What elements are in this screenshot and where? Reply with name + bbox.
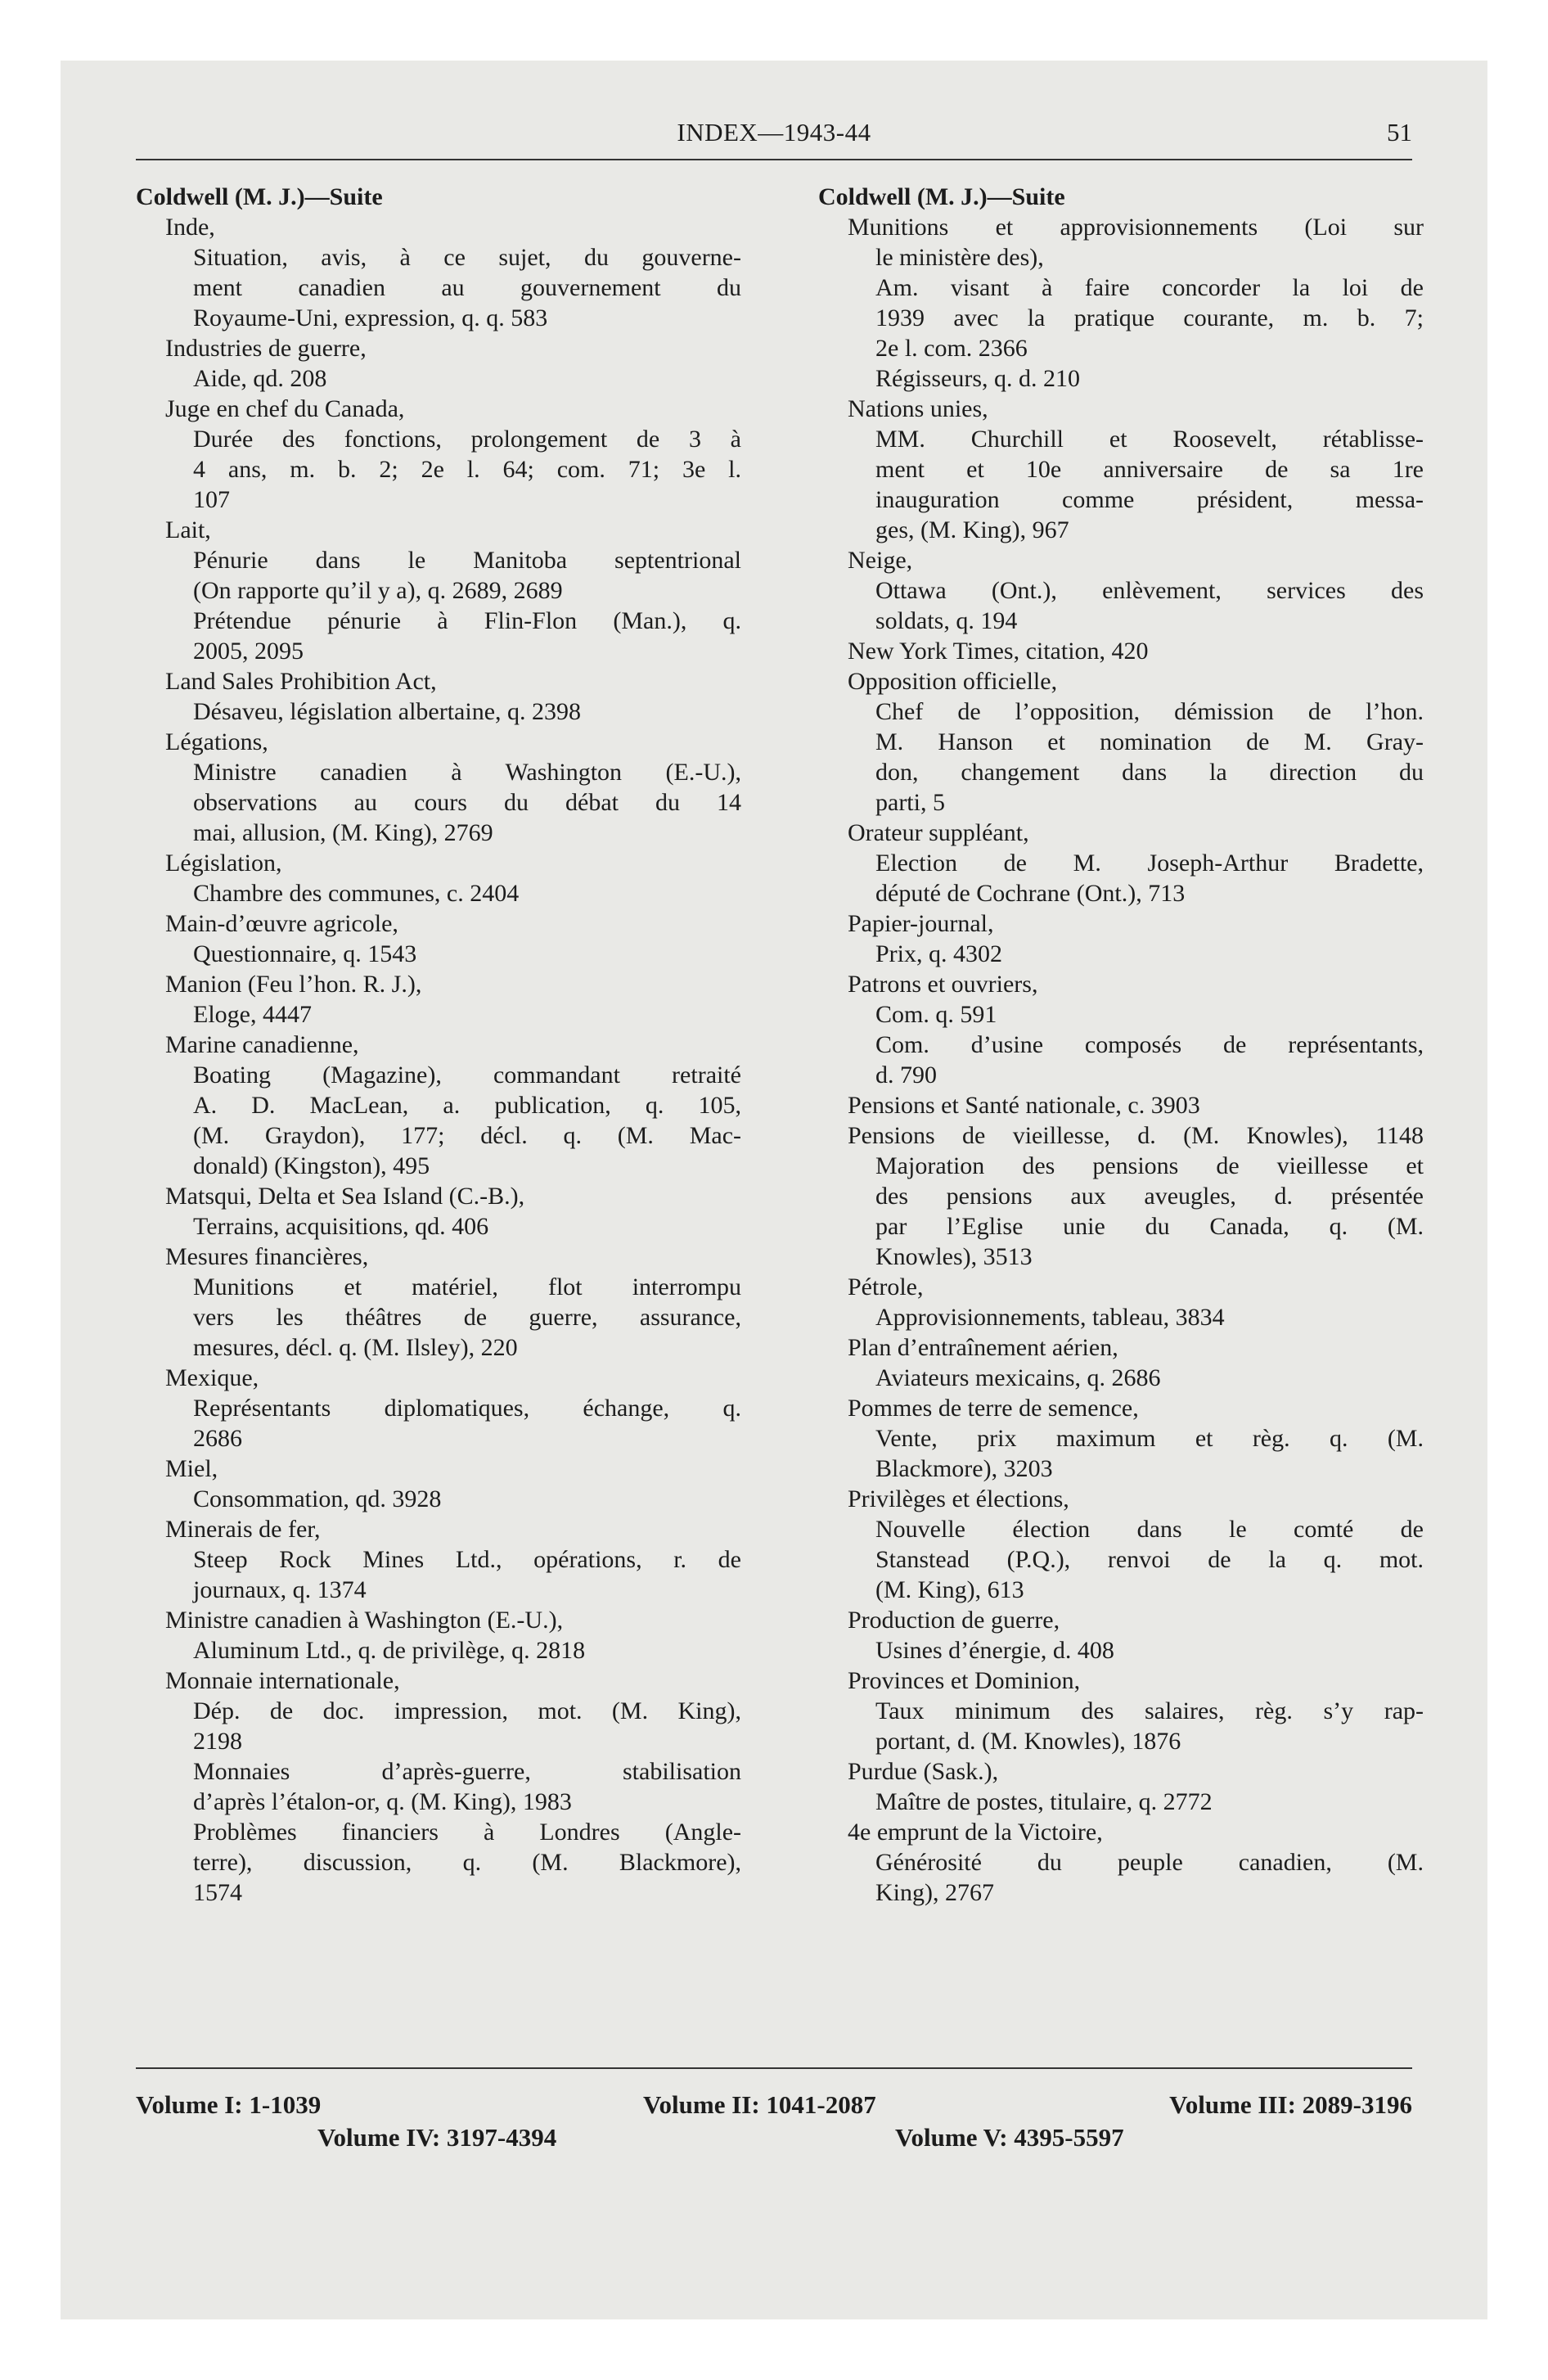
index-entry-line: Consommation, qd. 3928	[193, 1485, 442, 1512]
index-entry-line: 2e l. com. 2366	[875, 335, 1028, 362]
index-entry-line: M. Hanson et nomination de M. Gray-	[875, 728, 1424, 755]
index-entry-line: Neige,	[848, 547, 913, 574]
index-entry-line: Mexique,	[165, 1364, 259, 1391]
index-entry-line: Papier-journal,	[848, 910, 994, 937]
index-entry-line: Provinces et Dominion,	[848, 1667, 1081, 1694]
page-header	[136, 118, 1412, 157]
index-entry-line: Minerais de fer,	[165, 1516, 321, 1543]
index-entry-line: Monnaies d’après-guerre, stabilisation	[193, 1758, 741, 1785]
index-entry-line: Matsqui, Delta et Sea Island (C.-B.),	[165, 1183, 525, 1210]
volume-2-range: Volume II: 1041-2087	[643, 2090, 876, 2119]
footer-rule	[136, 2067, 1412, 2069]
index-entry-line: Privilèges et élections,	[848, 1485, 1069, 1512]
index-entry-line: Pénurie dans le Manitoba septentrional	[193, 547, 741, 574]
index-entry-line: Législation,	[165, 850, 282, 877]
index-entry-line: Opposition officielle,	[848, 668, 1058, 695]
index-entry-line: Manion (Feu l’hon. R. J.),	[165, 971, 422, 998]
index-entry-line: Eloge, 4447	[193, 1001, 312, 1028]
index-entry-line: 4 ans, m. b. 2; 2e l. 64; com. 71; 3e l.	[193, 456, 741, 483]
index-entry-line: (M. Graydon), 177; décl. q. (M. Mac-	[193, 1122, 741, 1149]
index-entry-line: Nations unies,	[848, 395, 988, 422]
index-entry-line: 2198	[193, 1728, 242, 1755]
index-entry-line: Election de M. Joseph-Arthur Bradette,	[875, 850, 1424, 877]
index-entry-line: soldats, q. 194	[875, 607, 1018, 634]
page-title: INDEX—1943-44	[677, 118, 871, 146]
index-entry-line: député de Cochrane (Ont.), 713	[875, 880, 1186, 907]
index-entry-line: Représentants diplomatiques, échange, q.	[193, 1395, 741, 1422]
index-entry-line: Stanstead (P.Q.), renvoi de la q. mot.	[875, 1546, 1424, 1573]
index-entry-line: Chef de l’opposition, démission de l’hon.	[875, 698, 1424, 725]
index-entry-line: Aluminum Ltd., q. de privilège, q. 2818	[193, 1637, 586, 1664]
index-entry-line: Munitions et approvisionnements (Loi sur	[848, 214, 1424, 241]
index-entry-line: (M. King), 613	[875, 1576, 1024, 1603]
index-entry-line: King), 2767	[875, 1879, 994, 1906]
index-entry-line: Purdue (Sask.),	[848, 1758, 999, 1785]
index-entry-line: Pommes de terre de semence,	[848, 1395, 1139, 1422]
index-entry-line: Situation, avis, à ce sujet, du gouverne-	[193, 244, 741, 271]
scanned-page	[61, 61, 1487, 2319]
index-entry-line: Questionnaire, q. 1543	[193, 940, 417, 967]
index-entry-line: portant, d. (M. Knowles), 1876	[875, 1728, 1181, 1755]
index-entry-line: Usines d’énergie, d. 408	[875, 1637, 1114, 1664]
index-entry-line: 1939 avec la pratique courante, m. b. 7;	[875, 304, 1424, 331]
index-entry-line: donald) (Kingston), 495	[193, 1152, 430, 1179]
index-entry-line: Désaveu, législation albertaine, q. 2398	[193, 698, 582, 725]
page-number: 51	[1387, 118, 1412, 146]
index-entry-line: Pensions et Santé nationale, c. 3903	[848, 1092, 1200, 1119]
index-entry-line: MM. Churchill et Roosevelt, rétablisse-	[875, 426, 1424, 453]
index-entry-line: Industries de guerre,	[165, 335, 367, 362]
index-entry-line: Miel,	[165, 1455, 218, 1482]
index-entry-line: inauguration comme président, messa-	[875, 486, 1424, 513]
index-entry-line: ment canadien au gouvernement du	[193, 274, 741, 301]
volume-1-range: Volume I: 1-1039	[136, 2090, 322, 2119]
index-entry-line: Générosité du peuple canadien, (M.	[875, 1849, 1424, 1876]
index-entry-line: Approvisionnements, tableau, 3834	[875, 1304, 1225, 1331]
index-entry-line: Ministre canadien à Washington (E.-U.),	[193, 759, 741, 786]
index-entry-line: des pensions aux aveugles, d. présentée	[875, 1183, 1424, 1210]
index-entry-line: Légations,	[165, 728, 268, 755]
index-entry-line: Prix, q. 4302	[875, 940, 1003, 967]
header-rule	[136, 159, 1412, 160]
index-entry-line: Maître de postes, titulaire, q. 2772	[875, 1788, 1213, 1815]
index-entry-line: Aide, qd. 208	[193, 365, 327, 392]
index-entry-line: A. D. MacLean, a. publication, q. 105,	[193, 1092, 741, 1119]
left-index-column	[136, 182, 741, 1908]
index-entry-line: Régisseurs, q. d. 210	[875, 365, 1080, 392]
index-entry-line: mai, allusion, (M. King), 2769	[193, 819, 493, 846]
index-entry-line: Blackmore), 3203	[875, 1455, 1053, 1482]
index-entry-line: d’après l’étalon-or, q. (M. King), 1983	[193, 1788, 572, 1815]
index-entry-line: Monnaie internationale,	[165, 1667, 400, 1694]
index-entry-line: Ministre canadien à Washington (E.-U.),	[165, 1607, 564, 1634]
index-entry-line: ges, (M. King), 967	[875, 516, 1069, 543]
volume-footer	[136, 2089, 1412, 2154]
index-entry-line: Boating (Magazine), commandant retraité	[193, 1062, 741, 1089]
index-entry-line: ment et 10e anniversaire de sa 1re	[875, 456, 1424, 483]
index-entry-line: vers les théâtres de guerre, assurance,	[193, 1304, 741, 1331]
index-entry-line: Terrains, acquisitions, qd. 406	[193, 1213, 489, 1240]
index-entry-line: Munitions et matériel, flot interrompu	[193, 1273, 741, 1300]
index-entry-line: Com. q. 591	[875, 1001, 997, 1028]
index-entry-line: 1574	[193, 1879, 242, 1906]
index-entry-line: 2686	[193, 1425, 242, 1452]
index-entry-line: Com. d’usine composés de représentants,	[875, 1031, 1424, 1058]
index-entry-line: par l’Eglise unie du Canada, q. (M.	[875, 1213, 1424, 1240]
index-entry-line: d. 790	[875, 1062, 937, 1089]
index-entry-line: Ottawa (Ont.), enlèvement, services des	[875, 577, 1424, 604]
index-entry-line: Dép. de doc. impression, mot. (M. King),	[193, 1697, 741, 1724]
index-entry-line: Orateur suppléant,	[848, 819, 1029, 846]
index-entry-line: 107	[193, 486, 230, 513]
volume-5-range: Volume V: 4395-5597	[895, 2123, 1124, 2152]
index-entry-line: le ministère des),	[875, 244, 1044, 271]
volume-3-range: Volume III: 2089-3196	[1169, 2090, 1412, 2119]
index-entry-line: Mesures financières,	[165, 1243, 369, 1270]
right-index-column	[818, 182, 1424, 1908]
index-entry-line: terre), discussion, q. (M. Blackmore),	[193, 1849, 741, 1876]
index-entry-line: New York Times, citation, 420	[848, 638, 1149, 665]
index-entry-line: Land Sales Prohibition Act,	[165, 668, 437, 695]
index-entry-line: Am. visant à faire concorder la loi de	[875, 274, 1424, 301]
index-entry-line: Main-d’œuvre agricole,	[165, 910, 398, 937]
index-entry-line: 2005, 2095	[193, 638, 304, 665]
volume-4-range: Volume IV: 3197-4394	[317, 2123, 557, 2152]
index-entry-line: observations au cours du débat du 14	[193, 789, 741, 816]
index-entry-line: Steep Rock Mines Ltd., opérations, r. de	[193, 1546, 741, 1573]
index-entry-line: journaux, q. 1374	[193, 1576, 367, 1603]
index-entry-line: Durée des fonctions, prolongement de 3 à	[193, 426, 741, 453]
index-entry-line: Pétrole,	[848, 1273, 924, 1300]
index-entry-line: Patrons et ouvriers,	[848, 971, 1038, 998]
index-entry-line: Chambre des communes, c. 2404	[193, 880, 520, 907]
index-entry-line: Marine canadienne,	[165, 1031, 359, 1058]
index-entry-line: Lait,	[165, 516, 211, 543]
index-entry-line: Juge en chef du Canada,	[165, 395, 405, 422]
index-entry-line: don, changement dans la direction du	[875, 759, 1424, 786]
index-entry-line: (On rapporte qu’il y a), q. 2689, 2689	[193, 577, 563, 604]
index-entry-line: Royaume-Uni, expression, q. q. 583	[193, 304, 548, 331]
index-entry-line: Plan d’entraînement aérien,	[848, 1334, 1118, 1361]
index-entry-line: Pensions de vieillesse, d. (M. Knowles), 1148	[848, 1122, 1424, 1149]
index-entry-line: Majoration des pensions de vieillesse et	[875, 1152, 1424, 1179]
index-entry-line: Knowles), 3513	[875, 1243, 1033, 1270]
index-entry-line: 4e emprunt de la Victoire,	[848, 1819, 1103, 1846]
index-continuation-heading: Coldwell (M. J.)—Suite	[136, 183, 383, 210]
index-entry-line: Aviateurs mexicains, q. 2686	[875, 1364, 1161, 1391]
index-entry-line: Problèmes financiers à Londres (Angle-	[193, 1819, 741, 1846]
index-entry-line: Nouvelle élection dans le comté de	[875, 1516, 1424, 1543]
index-entry-line: Taux minimum des salaires, règ. s’y rap-	[875, 1697, 1424, 1724]
index-entry-line: Inde,	[165, 214, 215, 241]
index-entry-line: Vente, prix maximum et règ. q. (M.	[875, 1425, 1424, 1452]
index-continuation-heading: Coldwell (M. J.)—Suite	[818, 183, 1065, 210]
index-entry-line: Production de guerre,	[848, 1607, 1060, 1634]
index-entry-line: mesures, décl. q. (M. Ilsley), 220	[193, 1334, 518, 1361]
index-entry-line: Prétendue pénurie à Flin-Flon (Man.), q.	[193, 607, 741, 634]
index-entry-line: parti, 5	[875, 789, 945, 816]
